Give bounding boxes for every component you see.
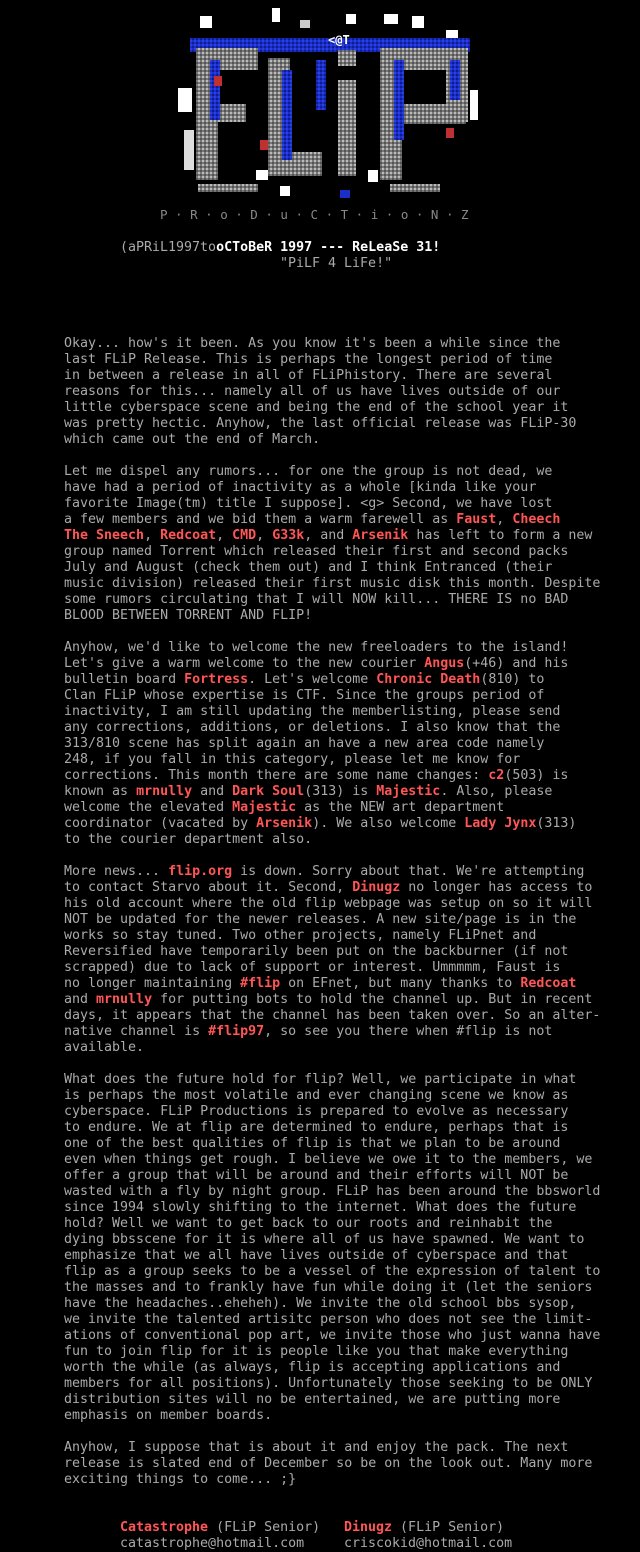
text-line [64, 960, 624, 976]
signature-title: (FLiP Senior) [208, 1520, 321, 1535]
text-line [64, 1168, 624, 1184]
highlighted-name: Lady Jynx [464, 816, 537, 831]
text-segment: works so stay tuned. Two other projects, namely FLiPnet and [64, 928, 537, 943]
paragraph-gap [64, 1056, 624, 1072]
text-segment: (313) [536, 816, 577, 831]
text-line [64, 352, 624, 368]
paragraph-gap [64, 448, 624, 464]
text-line [64, 704, 624, 720]
text-line [64, 672, 624, 688]
text-line [64, 336, 624, 352]
text-line [64, 1392, 624, 1408]
text-line [64, 1408, 624, 1424]
text-segment: for putting bots to hold the channel up. But in recent [152, 992, 593, 1007]
text-line [64, 464, 624, 480]
release-notes-body [64, 336, 624, 1488]
highlighted-name: Majestic [232, 800, 297, 815]
text-line [64, 1200, 624, 1216]
highlighted-name: flip.org [168, 864, 233, 879]
text-line [64, 1216, 624, 1232]
text-segment: offer a group that will be around and their efforts will NOT be [64, 1168, 569, 1183]
text-segment: a few members and we bid them a warm farewell as [64, 512, 457, 527]
text-segment: have the headaches..eheheh). We invite the old school bbs sysop, [64, 1296, 577, 1311]
highlighted-name: mrnully [96, 992, 153, 1007]
text-segment: group named Torrent which released their first and second packs [64, 544, 569, 559]
text-segment: even when things get rough. I believe we owe it to the members, we [64, 1152, 593, 1167]
text-line [64, 992, 624, 1008]
text-line [64, 720, 624, 736]
text-segment: , [216, 528, 233, 543]
highlighted-name: The Sneech [64, 528, 145, 543]
text-line [64, 1456, 624, 1472]
signature-catastrophe [120, 1520, 320, 1536]
text-line [64, 688, 624, 704]
text-segment: in between a release in all of FLiPhistory. There are several [64, 368, 553, 383]
signature-name: Dinugz [344, 1520, 393, 1535]
highlighted-name: #flip97 [208, 1024, 265, 1039]
text-segment: some rumors circulating that I will NOW kill... THERE IS no BAD [64, 592, 569, 607]
text-segment: hold? Well we want to get back to our roots and reinhabit the [64, 1216, 553, 1231]
text-segment: cyberspace. FLiP Productions is prepared to evolve as necessary [64, 1104, 569, 1119]
highlighted-name: mrnully [136, 784, 193, 799]
text-line [64, 1248, 624, 1264]
text-segment: the masses and to frankly have fun while doing it (let the seniors [64, 1280, 593, 1295]
text-line [64, 1296, 624, 1312]
highlighted-name: Dark Soul [232, 784, 305, 799]
text-segment: one of the best qualities of flip is that we plan to be around [64, 1136, 561, 1151]
text-segment: 313/810 scene has split again an have a new area code namely [64, 736, 545, 751]
text-line [64, 1328, 624, 1344]
text-line [64, 1104, 624, 1120]
text-line [64, 752, 624, 768]
text-line [64, 592, 624, 608]
signature-name: Catastrophe [120, 1520, 209, 1535]
text-line [64, 1120, 624, 1136]
paragraph-gap [64, 624, 624, 640]
text-segment: is perhaps the most volatile and ever changing scene we know as [64, 1088, 569, 1103]
text-line [64, 496, 624, 512]
text-line [64, 1072, 624, 1088]
text-segment: distribution sites will no be entertained, we are putting more [64, 1392, 561, 1407]
text-line [64, 1280, 624, 1296]
text-line [64, 928, 624, 944]
text-segment: to endure. We at flip are determined to endure, perhaps that is [64, 1120, 569, 1135]
text-line [64, 656, 624, 672]
text-segment: was pretty hectic. Anyhow, the last official release was FLiP-30 [64, 416, 577, 431]
highlighted-name: G33k [272, 528, 305, 543]
text-segment: have had a period of inactivity as a whole [kinda like your [64, 480, 537, 495]
text-segment: any corrections, additions, or deletions. I also know that the [64, 720, 561, 735]
text-line [64, 1360, 624, 1376]
text-line [64, 528, 624, 544]
logo-tag: <@T [328, 33, 350, 47]
text-segment: days, it appears that the channel has been taken over. So an alter- [64, 1008, 601, 1023]
text-segment: music division) released their first music disk this month. Despite [64, 576, 601, 591]
highlighted-name: Chronic Death [376, 672, 481, 687]
text-segment: little cyberspace scene and being the end of the school year it [64, 400, 569, 415]
highlighted-name: Dinugz [352, 880, 401, 895]
text-segment: (313) is [304, 784, 377, 799]
text-line [64, 784, 624, 800]
text-line [64, 1472, 624, 1488]
text-segment: is down. Sorry about that. We're attempting [232, 864, 585, 879]
text-segment: available. [64, 1040, 145, 1055]
text-segment: last FLiP Release. This is perhaps the longest period of time [64, 352, 553, 367]
text-segment: . Also, please [440, 784, 553, 799]
text-segment: native channel is [64, 1024, 209, 1039]
text-line [64, 1040, 624, 1056]
text-segment: Okay... how's it been. As you know it's been a while since the [64, 336, 561, 351]
text-segment: Let's give a warm welcome to the new courier [64, 656, 425, 671]
text-segment: NOT be updated for the newer releases. A new site/page is in the [64, 912, 577, 927]
text-segment: favorite Image(tm) title I suppose]. <g> Second, we have lost [64, 496, 553, 511]
highlighted-name: c2 [488, 768, 505, 783]
text-segment: bulletin board [64, 672, 185, 687]
flip-logo-ansi-art [150, 0, 490, 212]
text-line [64, 864, 624, 880]
text-line [64, 944, 624, 960]
text-segment: Reversified have temporarily been put on the backburner (if not [64, 944, 569, 959]
text-segment: release is slated end of December so be on the look out. Many more [64, 1456, 593, 1471]
text-segment: , and [304, 528, 353, 543]
highlighted-name: Faust [456, 512, 497, 527]
text-line [64, 384, 624, 400]
text-segment: coordinator (vacated by [64, 816, 257, 831]
text-segment: fun to join flip for it is people like you that make everything [64, 1344, 569, 1359]
text-segment: . Let's welcome [248, 672, 377, 687]
text-segment: worth the while (as always, flip is accepting applications and [64, 1360, 561, 1375]
text-line [64, 432, 624, 448]
text-segment: as the NEW art department [296, 800, 505, 815]
signature-email: catastrophe@hotmail.com [120, 1536, 305, 1551]
text-segment: emphasis on member boards. [64, 1408, 273, 1423]
signature-dinugz [344, 1520, 504, 1536]
text-line [64, 1184, 624, 1200]
text-line [64, 816, 624, 832]
text-segment: corrections. This month there are some name changes: [64, 768, 489, 783]
productions-subtitle: P · R · o · D · u · C · T · i · o · N · Z [160, 207, 469, 222]
text-segment: , so see you there when #flip is not [264, 1024, 553, 1039]
text-segment: dying bbsscene for it is where all of us have spawned. We want to [64, 1232, 585, 1247]
text-line [64, 1088, 624, 1104]
slogan: "PiLF 4 LiFe!" [280, 256, 393, 271]
text-segment: emphasize that we all have lives outside of cyberspace and that [64, 1248, 569, 1263]
text-line [64, 880, 624, 896]
text-segment: (503) is [504, 768, 569, 783]
text-line [64, 1136, 624, 1152]
text-segment: (+46) and his [464, 656, 569, 671]
highlighted-name: CMD [232, 528, 257, 543]
text-line [64, 560, 624, 576]
text-line [64, 1376, 624, 1392]
paragraph-gap [64, 848, 624, 864]
text-segment: to the courier department also. [64, 832, 313, 847]
highlighted-name: Angus [424, 656, 465, 671]
text-segment: scrapped) due to lack of support or interest. Ummmmm, Faust is [64, 960, 561, 975]
text-segment: Let me dispel any rumors... for one the group is not dead, we [64, 464, 553, 479]
text-line [64, 1312, 624, 1328]
text-segment: , [496, 512, 513, 527]
highlighted-name: Majestic [376, 784, 441, 799]
highlighted-name: Fortress [184, 672, 249, 687]
text-segment: flip as a group seeks to be a vessel of the expression of talent to [64, 1264, 601, 1279]
text-line [64, 976, 624, 992]
text-line [64, 400, 624, 416]
text-line [64, 368, 624, 384]
release-line [120, 240, 440, 256]
text-segment: , [256, 528, 273, 543]
text-line [64, 1152, 624, 1168]
text-line [64, 1024, 624, 1040]
release-date-prefix: (aPRiL1997to [120, 240, 217, 255]
text-segment: to contact Starvo about it. Second, [64, 880, 353, 895]
text-line [64, 416, 624, 432]
highlighted-name: Redcoat [160, 528, 217, 543]
text-segment: and [64, 992, 97, 1007]
text-line [64, 1008, 624, 1024]
text-segment: (810) to [480, 672, 545, 687]
text-segment: no longer has access to [400, 880, 593, 895]
text-segment: we invite the talented artisitc person who does not see the limit- [64, 1312, 593, 1327]
text-segment: no longer maintaining [64, 976, 241, 991]
text-segment: Anyhow, I suppose that is about it and enjoy the pack. The next [64, 1440, 569, 1455]
text-segment: on EFnet, but many thanks to [280, 976, 521, 991]
highlighted-name: #flip [240, 976, 281, 991]
text-segment: welcome the elevated [64, 800, 233, 815]
text-segment: members for all positions). Unfortunately those seeking to be ONLY [64, 1376, 593, 1391]
text-line [64, 480, 624, 496]
text-segment: exciting things to come... ;} [64, 1472, 297, 1487]
text-segment: More news... [64, 864, 169, 879]
highlighted-name: Redcoat [520, 976, 577, 991]
signature-email: criscokid@hotmail.com [344, 1536, 513, 1551]
text-segment: known as [64, 784, 137, 799]
text-line [64, 896, 624, 912]
text-segment: since 1994 slowly shifting to the internet. What does the future [64, 1200, 577, 1215]
text-line [64, 912, 624, 928]
text-line [64, 512, 624, 528]
highlighted-name: Arsenik [352, 528, 409, 543]
text-segment: ations of conventional pop art, we invite those who just wanna have [64, 1328, 601, 1343]
text-segment: What does the future hold for flip? Well, we participate in what [64, 1072, 577, 1087]
signature-title: (FLiP Senior) [392, 1520, 505, 1535]
text-line [64, 1232, 624, 1248]
text-segment: and [192, 784, 233, 799]
highlighted-name: Arsenik [256, 816, 313, 831]
text-segment: , [144, 528, 161, 543]
text-segment: which came out the end of March. [64, 432, 321, 447]
text-segment: reasons for this... namely all of us have lives outside of our [64, 384, 561, 399]
paragraph-gap [64, 1424, 624, 1440]
text-segment: Clan FLiP whose expertise is CTF. Since the groups period of [64, 688, 545, 703]
text-segment: BLOOD BETWEEN TORRENT AND FLIP! [64, 608, 313, 623]
highlighted-name: Cheech [512, 512, 561, 527]
text-line [64, 832, 624, 848]
text-line [64, 640, 624, 656]
text-segment: wasted with a fly by night group. FLiP has been around the bbsworld [64, 1184, 601, 1199]
text-line [64, 576, 624, 592]
text-line [64, 1344, 624, 1360]
text-line [64, 1440, 624, 1456]
text-line [64, 736, 624, 752]
text-segment: Anyhow, we'd like to welcome the new freeloaders to the island! [64, 640, 569, 655]
text-line [64, 768, 624, 784]
text-segment: ). We also welcome [312, 816, 465, 831]
text-line [64, 608, 624, 624]
text-segment: his old account where the old flip webpage was setup on so it will [64, 896, 593, 911]
text-segment: July and August (check them out) and I think Entranced (their [64, 560, 553, 575]
text-line [64, 544, 624, 560]
text-segment: has left to form a new [408, 528, 593, 543]
text-line [64, 800, 624, 816]
release-title: oCToBeR 1997 --- ReLeaSe 31! [216, 240, 441, 255]
text-segment: 248, if you fall in this category, please let me know for [64, 752, 521, 767]
text-segment: inactivity, I am still updating the memberlisting, please send [64, 704, 561, 719]
text-line [64, 1264, 624, 1280]
